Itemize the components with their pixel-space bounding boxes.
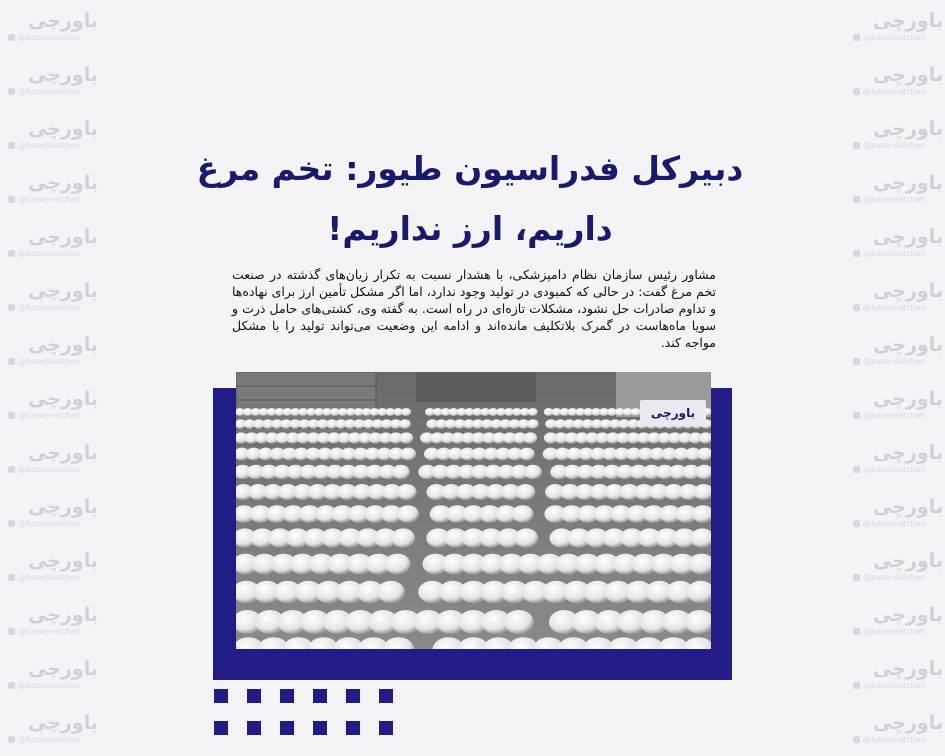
- social-icon: [8, 628, 15, 635]
- social-icon: [853, 88, 860, 95]
- watermark-logo-text: باورچی: [28, 118, 98, 140]
- watermark-logo-text: باورچی: [873, 496, 943, 518]
- social-icon: [8, 358, 15, 365]
- watermark-logo: [8, 658, 98, 708]
- egg: [515, 484, 535, 500]
- headline-line-2: داریم، ارز نداریم!: [327, 209, 613, 248]
- decorative-dot: [346, 721, 360, 735]
- social-icon: [853, 34, 860, 41]
- egg: [399, 432, 413, 443]
- watermark-logo-text: باورچی: [873, 658, 943, 680]
- watermark-handle: @bazeroatchan: [853, 87, 943, 96]
- watermark-handle: @bazeroatchan: [853, 411, 943, 420]
- watermark-logo: [853, 658, 943, 708]
- watermark-logo-text: باورچی: [873, 388, 943, 410]
- watermark-logo: [8, 10, 98, 60]
- egg: [504, 610, 534, 634]
- watermark-handle: @bazeroatchan: [853, 627, 943, 636]
- decorative-dot: [247, 721, 261, 735]
- social-icon: [853, 196, 860, 203]
- egg: [401, 408, 411, 416]
- decorative-dot: [379, 689, 393, 703]
- social-icon: [8, 196, 15, 203]
- watermark-logo: [8, 280, 98, 330]
- watermark-logo-text: باورچی: [28, 604, 98, 626]
- watermark-logo: [853, 172, 943, 222]
- watermark-logo: [853, 118, 943, 168]
- decorative-dot: [313, 689, 327, 703]
- watermark-logo-text: باورچی: [28, 64, 98, 86]
- watermark-handle: @bazeroatchan: [853, 303, 943, 312]
- watermark-handle: @bazeroatchan: [8, 735, 98, 744]
- watermark-logo: [853, 442, 943, 492]
- watermark-logo-text: باورچی: [28, 172, 98, 194]
- watermark-handle: @bazeroatchan: [853, 249, 943, 258]
- watermark-column-right: [845, 0, 945, 756]
- watermark-logo: [853, 334, 943, 384]
- watermark-logo-text: باورچی: [873, 442, 943, 464]
- egg: [391, 528, 415, 547]
- watermark-logo: [853, 10, 943, 60]
- egg: [528, 408, 538, 416]
- social-icon: [853, 736, 860, 743]
- egg: [519, 448, 535, 461]
- watermark-handle: @bazeroatchan: [853, 141, 943, 150]
- decorative-dot: [214, 721, 228, 735]
- decorative-dot: [280, 721, 294, 735]
- decorative-dot: [280, 689, 294, 703]
- watermark-logo: [8, 442, 98, 492]
- watermark-logo: [8, 118, 98, 168]
- watermark-handle: @bazeroatchan: [853, 681, 943, 690]
- watermark-handle: @bazeroatchan: [8, 627, 98, 636]
- watermark-logo-text: باورچی: [873, 226, 943, 248]
- watermark-logo-text: باورچی: [873, 172, 943, 194]
- watermark-logo: [853, 280, 943, 330]
- watermark-logo-text: باورچی: [28, 334, 98, 356]
- watermark-handle: @bazeroatchan: [8, 195, 98, 204]
- social-icon: [853, 358, 860, 365]
- watermark-handle: @bazeroatchan: [8, 357, 98, 366]
- article-body: مشاور رئیس سازمان نظام دامپزشکی، با هشدار نسبت به تکرار زیان‌های گذشته در صنعت تخم مرغ گفت: در حالی که کمبودی در تولید وجود ندارد، اما اگر مشکل تأمین ارز برای نهاده‌ها و تداوم صادرات حل نشود، مشکلات تازه‌ای در راه است. به گفته وی، کشتی‌های حامل ذرت و سویا ماه‌هاست در گمرک بلاتکلیف مانده‌اند و ادامه این وضعیت می‌تواند تولید را با مشکل مواجه کند.: [232, 267, 716, 350]
- egg: [385, 554, 411, 575]
- watermark-handle: @bazeroatchan: [8, 33, 98, 42]
- watermark-logo: [853, 550, 943, 600]
- watermark-handle: @bazeroatchan: [853, 519, 943, 528]
- watermark-handle: @bazeroatchan: [853, 195, 943, 204]
- egg: [512, 505, 534, 523]
- social-icon: [853, 142, 860, 149]
- watermark-logo-text: باورچی: [28, 496, 98, 518]
- watermark-logo-text: باورچی: [873, 118, 943, 140]
- social-icon: [8, 250, 15, 257]
- watermark-handle: @bazeroatchan: [853, 33, 943, 42]
- watermark-logo-text: باورچی: [28, 10, 98, 32]
- social-icon: [853, 682, 860, 689]
- watermark-logo: [853, 64, 943, 114]
- egg: [397, 484, 417, 500]
- social-icon: [853, 304, 860, 311]
- watermark-logo: [8, 712, 98, 756]
- egg: [523, 432, 537, 443]
- watermark-handle: @bazeroatchan: [853, 465, 943, 474]
- egg: [392, 465, 410, 479]
- watermark-logo: [8, 496, 98, 546]
- social-icon: [8, 682, 15, 689]
- headline-line-1: دبیرکل فدراسیون طیور: تخم مرغ: [196, 149, 744, 188]
- social-icon: [853, 412, 860, 419]
- watermark-logo-text: باورچی: [28, 280, 98, 302]
- decorative-dot: [214, 689, 228, 703]
- social-icon: [8, 736, 15, 743]
- watermark-handle: @bazeroatchan: [8, 141, 98, 150]
- watermark-logo-text: باورچی: [28, 658, 98, 680]
- egg: [377, 581, 405, 603]
- social-icon: [8, 304, 15, 311]
- watermark-logo-text: باورچی: [28, 226, 98, 248]
- watermark-logo-text: باورچی: [873, 334, 943, 356]
- watermark-column-left: [0, 0, 100, 756]
- watermark-logo: [8, 226, 98, 276]
- egg: [397, 505, 419, 523]
- social-icon: [8, 88, 15, 95]
- watermark-logo-text: باورچی: [28, 442, 98, 464]
- watermark-logo: [853, 388, 943, 438]
- watermark-logo: [8, 334, 98, 384]
- watermark-handle: @bazeroatchan: [8, 465, 98, 474]
- egg: [400, 448, 416, 461]
- social-icon: [8, 466, 15, 473]
- decorative-dot: [247, 689, 261, 703]
- watermark-logo: [8, 64, 98, 114]
- watermark-logo-text: باورچی: [28, 388, 98, 410]
- watermark-handle: @bazeroatchan: [8, 249, 98, 258]
- egg: [527, 419, 539, 429]
- watermark-handle: @bazeroatchan: [8, 519, 98, 528]
- watermark-handle: @bazeroatchan: [8, 681, 98, 690]
- social-icon: [8, 412, 15, 419]
- decorative-dot: [313, 721, 327, 735]
- social-icon: [853, 628, 860, 635]
- watermark-handle: @bazeroatchan: [853, 735, 943, 744]
- watermark-logo: [853, 604, 943, 654]
- watermark-logo: [8, 172, 98, 222]
- egg: [514, 528, 538, 547]
- watermark-logo: [853, 712, 943, 756]
- watermark-logo: [8, 604, 98, 654]
- watermark-handle: @bazeroatchan: [853, 573, 943, 582]
- social-icon: [8, 574, 15, 581]
- photo-logo: باورچی: [640, 400, 706, 426]
- watermark-logo-text: باورچی: [873, 604, 943, 626]
- decorative-dot: [379, 721, 393, 735]
- watermark-handle: @bazeroatchan: [8, 411, 98, 420]
- social-icon: [8, 142, 15, 149]
- watermark-logo-text: باورچی: [873, 712, 943, 734]
- social-icon: [853, 250, 860, 257]
- watermark-logo: [853, 496, 943, 546]
- egg: [399, 419, 411, 429]
- watermark-logo: [8, 388, 98, 438]
- watermark-handle: @bazeroatchan: [853, 357, 943, 366]
- social-icon: [853, 574, 860, 581]
- watermark-logo: [853, 226, 943, 276]
- decorative-dot: [346, 689, 360, 703]
- egg: [524, 465, 542, 479]
- watermark-logo-text: باورچی: [873, 64, 943, 86]
- watermark-logo-text: باورچی: [28, 550, 98, 572]
- watermark-logo-text: باورچی: [873, 280, 943, 302]
- watermark-handle: @bazeroatchan: [8, 573, 98, 582]
- social-icon: [8, 34, 15, 41]
- watermark-logo-text: باورچی: [873, 550, 943, 572]
- social-icon: [853, 520, 860, 527]
- watermark-logo-text: باورچی: [28, 712, 98, 734]
- social-icon: [853, 466, 860, 473]
- watermark-logo: [8, 550, 98, 600]
- watermark-handle: @bazeroatchan: [8, 87, 98, 96]
- watermark-handle: @bazeroatchan: [8, 303, 98, 312]
- watermark-logo-text: باورچی: [873, 10, 943, 32]
- social-icon: [8, 520, 15, 527]
- decorative-dot-grid: [214, 689, 394, 745]
